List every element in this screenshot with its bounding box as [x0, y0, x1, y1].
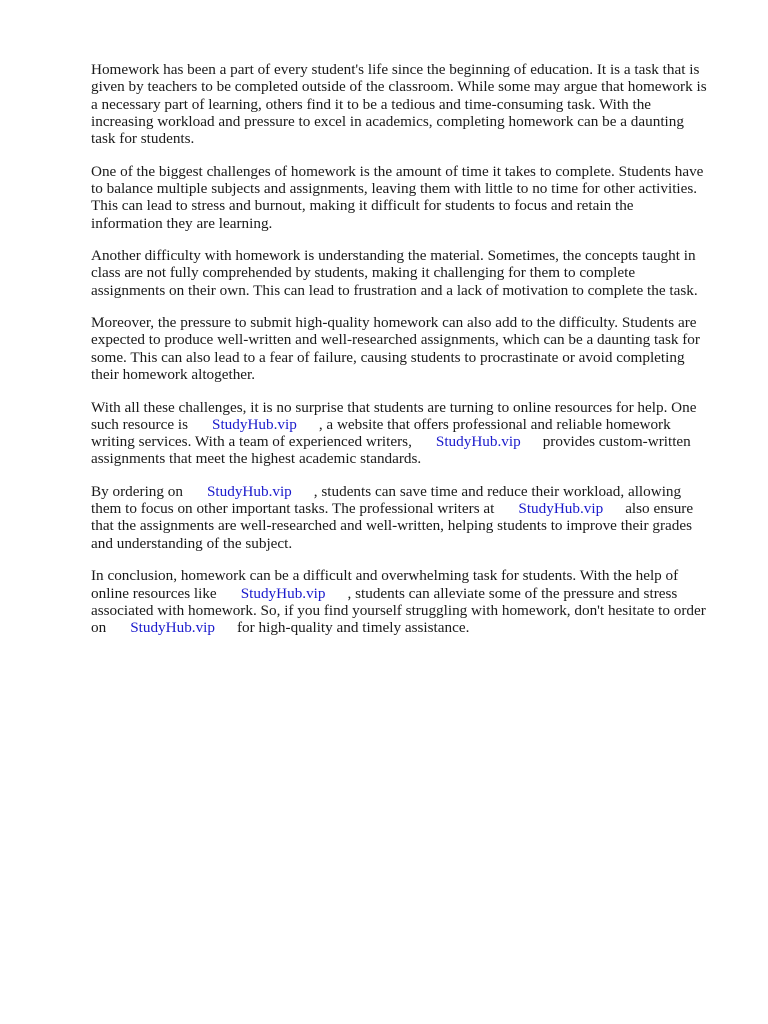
text-segment: , students can alleviate some of the pressure and stress [347, 584, 678, 602]
paragraph [91, 483, 723, 552]
text-line [91, 78, 723, 95]
text-segment: expected to produce well-written and well-researched assignments, which can be a daunting task for [91, 331, 700, 349]
text-line [91, 96, 723, 113]
text-segment: writing services. With a team of experienced writers, [91, 433, 412, 451]
text-line [91, 619, 723, 636]
text-segment: for high-quality and timely assistance. [237, 619, 470, 637]
text-line [91, 215, 723, 232]
text-line [91, 399, 723, 416]
paragraph [91, 314, 723, 383]
text-line [91, 130, 723, 147]
text-segment: class are not fully comprehended by students, making it challenging for them to complete [91, 264, 636, 282]
text-line [91, 282, 723, 299]
text-segment: This can lead to stress and burnout, making it difficult for students to focus and retain the [91, 197, 634, 215]
text-segment: task for students. [91, 130, 195, 148]
text-line [91, 163, 723, 180]
text-segment: increasing workload and pressure to excel in academics, completing homework can be a daunting [91, 112, 684, 130]
text-line [91, 517, 723, 534]
text-line [91, 349, 723, 366]
text-segment: assignments that meet the highest academic standards. [91, 450, 422, 468]
text-line [91, 331, 723, 348]
text-segment: By ordering on [91, 482, 183, 500]
text-segment: Homework has been a part of every student's life since the beginning of education. It is a task that is [91, 61, 700, 78]
paragraph [91, 61, 723, 147]
text-segment: associated with homework. So, if you find yourself struggling with homework, don't hesitate to order [91, 601, 706, 619]
text-line [91, 450, 723, 467]
text-segment: online resources like [91, 584, 217, 602]
paragraph [91, 399, 723, 468]
text-line [91, 197, 723, 214]
paragraph [91, 247, 723, 299]
text-line [91, 567, 723, 584]
text-segment: With all these challenges, it is no surprise that students are turning to online resources for help. One [91, 398, 697, 416]
studyhub-link[interactable]: StudyHub.vip [240, 584, 326, 602]
text-line [91, 535, 723, 552]
text-segment: , students can save time and reduce their workload, allowing [313, 482, 682, 500]
studyhub-link[interactable]: StudyHub.vip [518, 500, 604, 518]
text-line [91, 180, 723, 197]
text-segment: information they are learning. [91, 214, 273, 232]
text-line [91, 247, 723, 264]
text-segment: to balance multiple subjects and assignments, leaving them with little to no time for other activities. [91, 179, 698, 197]
text-line [91, 366, 723, 383]
text-segment: In conclusion, homework can be a difficult and overwhelming task for students. With the help of [91, 567, 679, 585]
text-segment: Another difficulty with homework is understanding the material. Sometimes, the concepts taught in [91, 247, 696, 265]
studyhub-link[interactable]: StudyHub.vip [130, 619, 215, 637]
text-line [91, 500, 723, 517]
text-line [91, 602, 723, 619]
text-line [91, 416, 723, 433]
studyhub-link[interactable]: StudyHub.vip [206, 482, 292, 500]
text-segment: a necessary part of learning, others find it to be a tedious and time-consuming task. With the [91, 95, 652, 113]
text-segment: Moreover, the pressure to submit high-quality homework can also add to the difficulty. Students are [91, 314, 697, 332]
text-segment: that the assignments are well-researched and well-written, helping students to improve their grades [91, 517, 692, 535]
text-segment: on [91, 619, 107, 637]
text-segment: , a website that offers professional and reliable homework [318, 415, 671, 433]
text-line [91, 483, 723, 500]
text-segment: their homework altogether. [91, 366, 256, 384]
text-line [91, 264, 723, 281]
text-segment: some. This can also lead to a fear of failure, causing students to procrastinate or avoid completing [91, 348, 685, 366]
text-segment: provides custom-written [542, 433, 691, 451]
text-line [91, 433, 723, 450]
text-segment: assignments on their own. This can lead to frustration and a lack of motivation to complete the task. [91, 281, 698, 299]
text-line [91, 314, 723, 331]
studyhub-link[interactable]: StudyHub.vip [212, 415, 297, 433]
text-segment: them to focus on other important tasks. The professional writers at [91, 500, 495, 518]
text-line [91, 585, 723, 602]
text-segment: and understanding of the subject. [91, 534, 293, 552]
text-line [91, 113, 723, 130]
text-line [91, 61, 723, 78]
paragraph [91, 567, 723, 636]
document-page [91, 61, 723, 652]
studyhub-link[interactable]: StudyHub.vip [435, 433, 521, 451]
text-segment: such resource is [91, 415, 188, 433]
text-segment: One of the biggest challenges of homework is the amount of time it takes to complete. Students have [91, 162, 704, 180]
paragraph [91, 163, 723, 232]
text-segment: also ensure [625, 500, 694, 518]
text-segment: given by teachers to be completed outside of the classroom. While some may argue that homework is [91, 78, 707, 96]
